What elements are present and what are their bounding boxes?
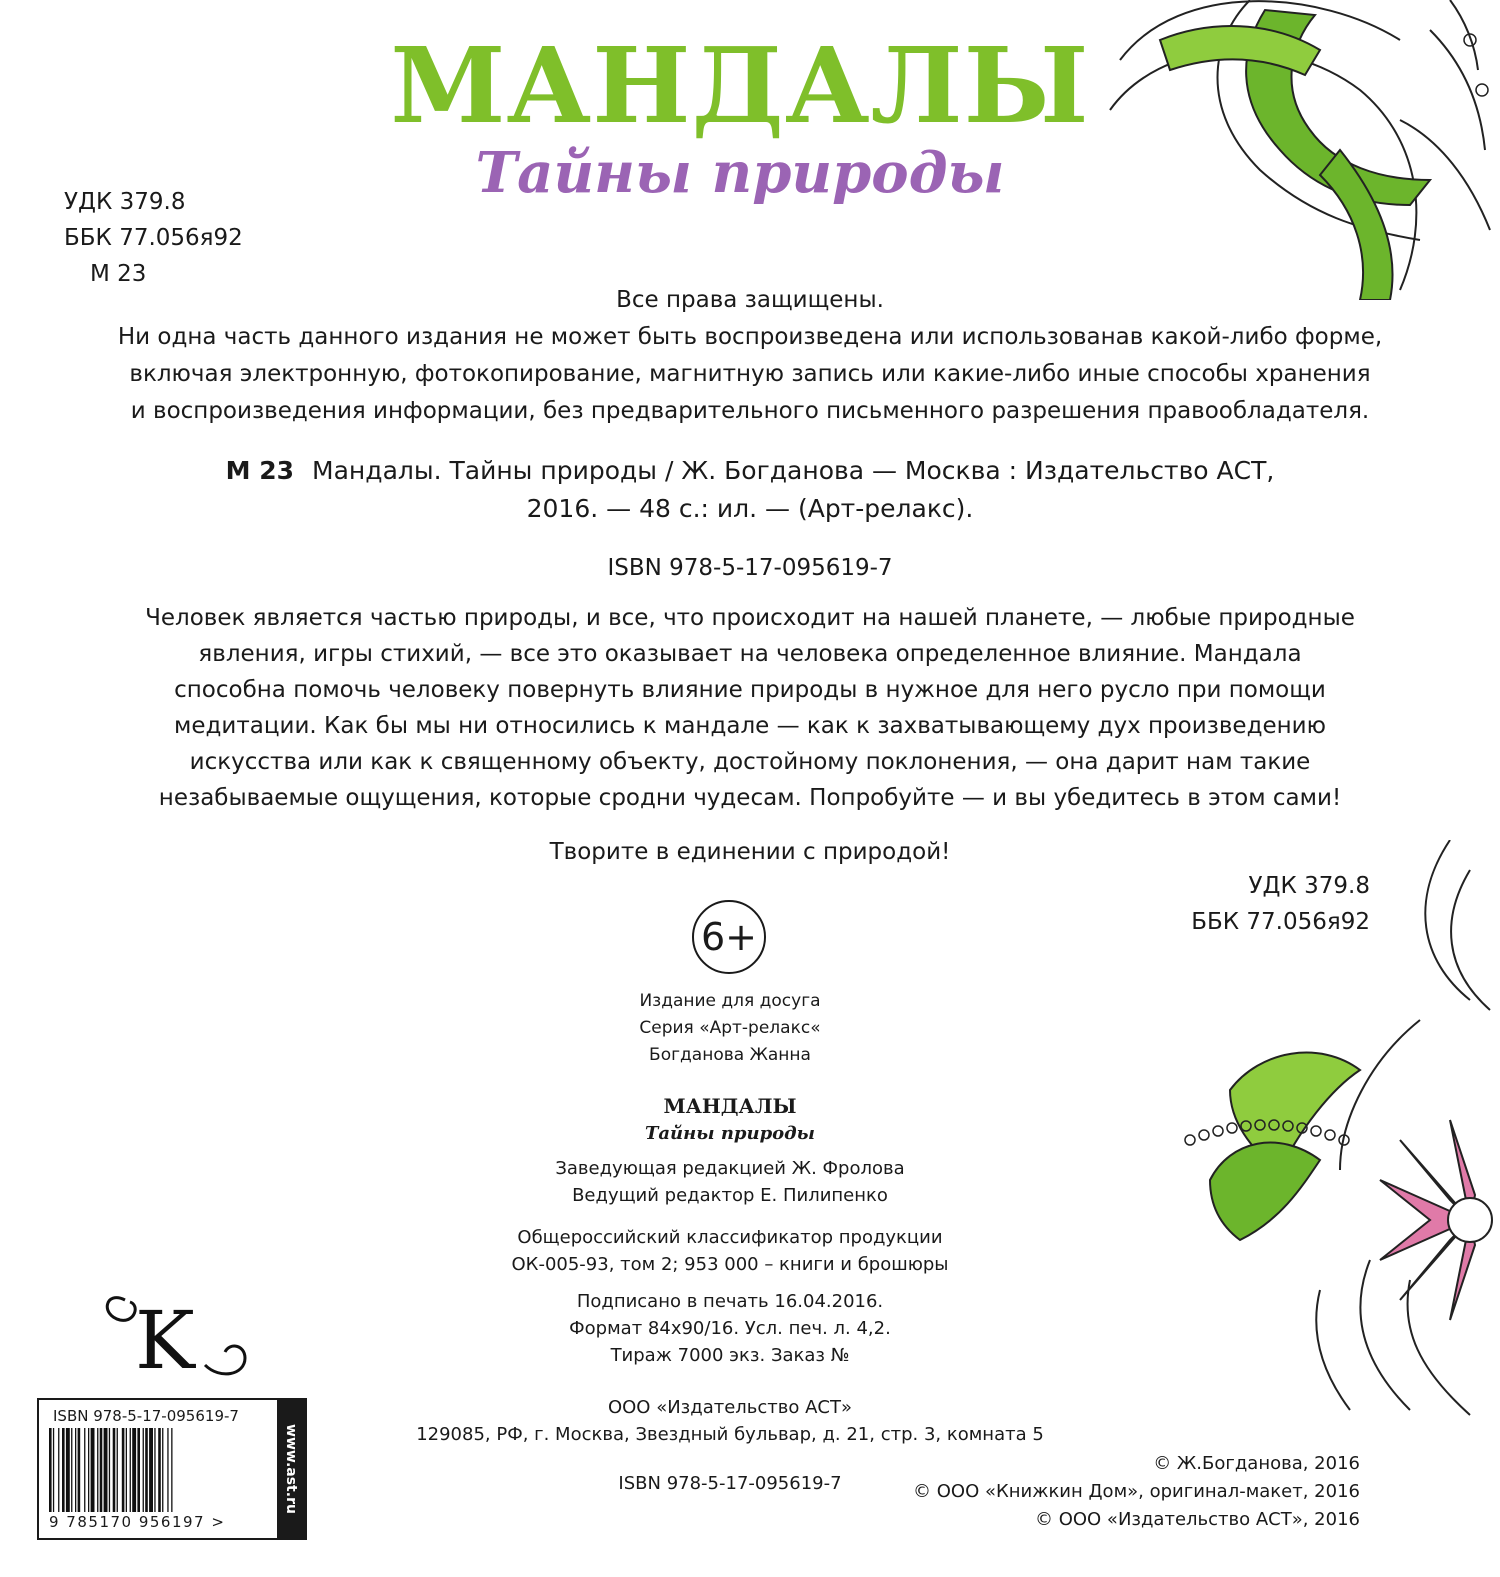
barcode-bar [130,1428,131,1512]
barcode-bar [122,1428,125,1512]
series-line: Богданова Жанна [649,1045,811,1065]
age-rating-badge: 6+ [692,900,766,974]
barcode-bar [53,1428,54,1512]
annotation-line: явления, игры стихий, — все это оказывает на человека определенное влияние. Мандала [198,641,1302,667]
rights-line: Все права защищены. [616,287,884,313]
barcode-digits: 9 785170 956197 > [49,1513,226,1531]
rights-line: Ни одна часть данного издания не может быть воспроизведена или использованав какой-либо форме, [117,324,1383,350]
barcode-bar [84,1428,85,1512]
isbn-main: ISBN 978-5-17-095619-7 [607,555,893,581]
barcode-bar [143,1428,144,1512]
barcode-bar [171,1428,172,1512]
barcode-bar [132,1428,136,1512]
logo-letter: K [135,1294,195,1387]
book-subtitle: Тайны природы [475,140,1005,206]
barcode-bar [78,1428,81,1512]
author-mark-bold: М 23 [225,456,295,485]
barcode-bar [126,1428,127,1512]
barcode-bar [58,1428,59,1512]
series-info [430,988,1030,1069]
barcode-bars [49,1428,269,1512]
credits-title: МАНДАЛЫ [663,1094,797,1118]
annotation-line: способна помочь человеку повернуть влияние природы в нужное для него русло при помощи [174,677,1326,703]
barcode-bar [162,1428,163,1512]
udk-block-right [1160,868,1370,940]
barcode-bar [97,1428,98,1512]
barcode-bar [104,1428,108,1512]
annotation-line: Человек является частью природы, и все, что происходит на нашей планете, — любые природные [145,605,1355,631]
barcode-isbn: ISBN 978-5-17-095619-7 [53,1407,239,1425]
copyright-block [860,1450,1360,1534]
annotation-paragraph [60,600,1440,816]
credits-subtitle: Тайны природы [644,1123,816,1144]
print-line: Подписано в печать 16.04.2016. [576,1291,884,1312]
classifier-line: ОК-005-93, том 2; 953 000 – книги и брошюры [511,1254,949,1275]
barcode-bar [137,1428,140,1512]
editor-line: Заведующая редакцией Ж. Фролова [555,1158,905,1179]
barcode-bar [117,1428,118,1512]
book-title: МАНДАЛЫ [390,24,1090,147]
copyright-line: © ООО «Издательство АСТ», 2016 [1034,1509,1360,1530]
editors-block [430,1155,1030,1209]
publisher-block [400,1394,1060,1448]
print-info-block [430,1288,1030,1369]
biblio-line: Мандалы. Тайны природы / Ж. Богданова — Москва : Издательство АСТ, [312,456,1275,485]
barcode-bar [167,1428,168,1512]
barcode-bar [158,1428,161,1512]
bbk-code: ББК 77.056я92 [64,225,243,251]
biblio-line: 2016. — 48 с.: ил. — (Арт-релакс). [526,494,974,523]
print-line: Тираж 7000 экз. Заказ № [610,1345,850,1366]
publisher-address: 129085, РФ, г. Москва, Звездный бульвар, д. 21, стр. 3, комната 5 [416,1424,1044,1445]
bibliographic-record [60,452,1440,528]
bbk-code: ББК 77.056я92 [1191,909,1370,935]
annotation-line: незабываемые ощущения, которые сродни чудесам. Попробуйте — и вы убедитесь в этом сами! [158,785,1342,811]
barcode-bar [88,1428,89,1512]
barcode-bar [49,1428,52,1512]
barcode-bar [145,1428,148,1512]
udk-code: УДК 379.8 [64,189,186,215]
rights-notice [60,282,1440,430]
series-line: Издание для досуга [639,991,821,1011]
classifier-block [430,1224,1030,1278]
barcode-bar [75,1428,76,1512]
udk-block-top [64,184,243,292]
print-line: Формат 84х90/16. Усл. печ. л. 4,2. [569,1318,891,1339]
rights-line: и воспроизведения информации, без предварительного письменного разрешения правообладателя. [130,398,1370,424]
website-label: www.ast.ru [283,1424,300,1514]
barcode-bar [149,1428,153,1512]
author-mark: М 23 [90,261,147,287]
barcode-bar [91,1428,95,1512]
barcode [37,1398,307,1540]
classifier-line: Общероссийский классификатор продукции [517,1227,943,1248]
editor-line: Ведущий редактор Е. Пилипенко [572,1185,888,1206]
barcode-bar [154,1428,155,1512]
barcode-bar [113,1428,116,1512]
barcode-bar [66,1428,70,1512]
barcode-bar [109,1428,110,1512]
series-line: Серия «Арт-релакс« [639,1018,821,1038]
copyright-line: © Ж.Богданова, 2016 [1153,1453,1360,1474]
isbn-credits: ISBN 978-5-17-095619-7 [618,1473,842,1494]
annotation-line: искусства или как к священному объекту, достойному поклонения, — она дарит нам такие [189,749,1311,775]
motto: Творите в единении с природой! [549,839,951,865]
rights-line: включая электронную, фотокопирование, магнитную запись или какие-либо иные способы хранения [129,361,1371,387]
publisher-name: ООО «Издательство АСТ» [607,1397,853,1418]
udk-code: УДК 379.8 [1248,873,1370,899]
website-strip [277,1400,305,1538]
copyright-line: © ООО «Книжкин Дом», оригинал-макет, 2016 [913,1481,1360,1502]
publisher-k-logo [95,1280,255,1390]
barcode-bar [62,1428,65,1512]
barcode-bar [100,1428,103,1512]
annotation-line: медитации. Как бы мы ни относились к мандале — как к захватывающему дух произведению [174,713,1326,739]
barcode-bar [71,1428,72,1512]
